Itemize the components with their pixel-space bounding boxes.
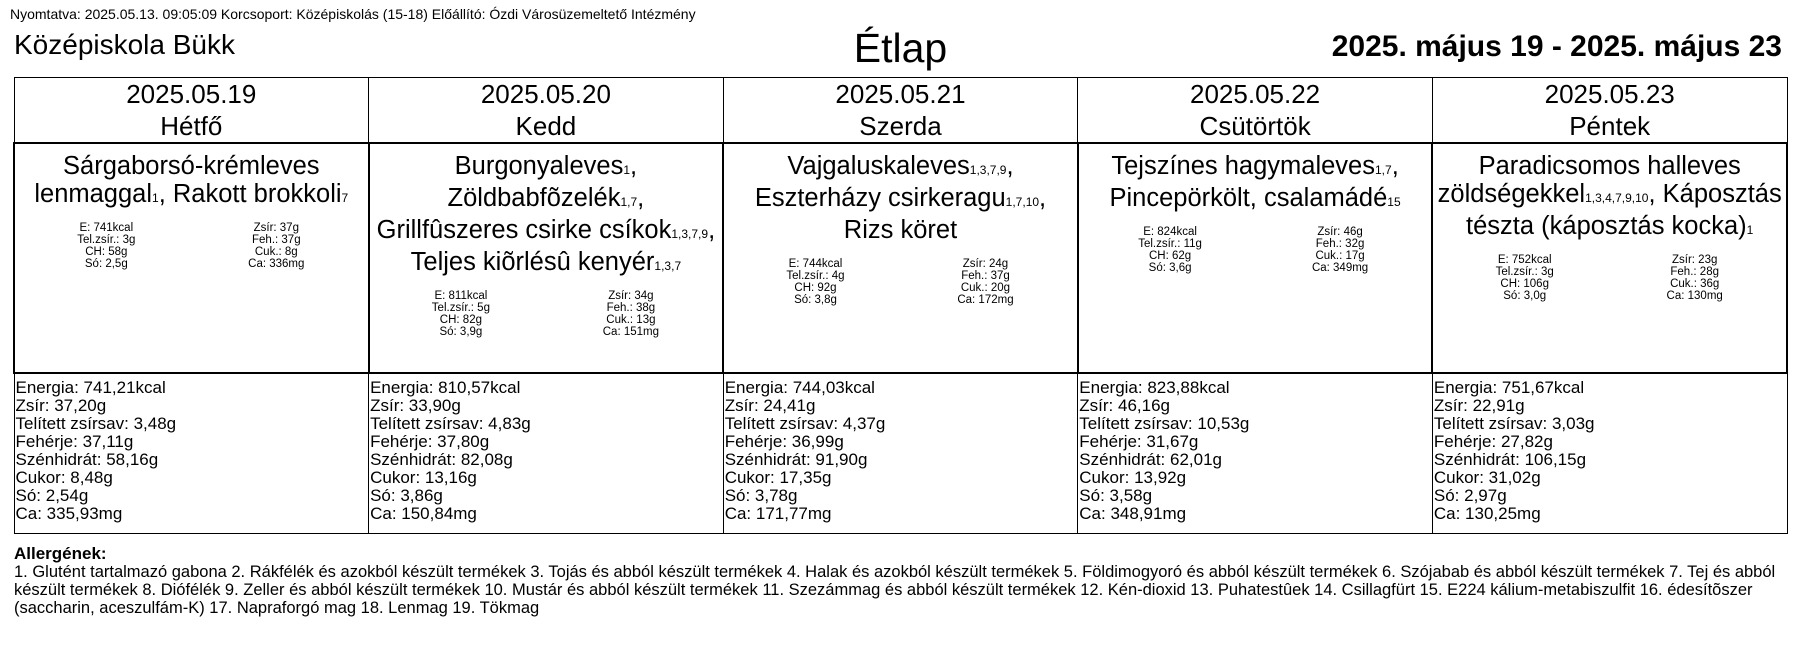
dish-name: Rizs köret: [843, 216, 958, 244]
nutrition-summary-left: [1455, 254, 1595, 302]
summary-cuk: Cuk.: 17g: [1315, 250, 1365, 262]
nutrition-line: Ca: 130,25mg: [1433, 504, 1541, 523]
nutrition-line: Fehérje: 37,11g: [15, 432, 134, 451]
nutrition-line: Zsír: 46,16g: [1079, 396, 1170, 415]
summary-zsir: Zsír: 34g: [608, 290, 654, 302]
nutrition-line: Ca: 348,91mg: [1079, 504, 1187, 523]
day-header: [369, 78, 724, 144]
nutrition-summary-left: [1100, 226, 1240, 274]
nutrition-summary-left: [391, 290, 531, 338]
nutrition-line: Telített zsírsav: 3,03g: [1433, 414, 1595, 433]
dish-allergen-codes: 1,3,7,9: [671, 227, 709, 241]
summary-ch: CH: 106g: [1500, 278, 1549, 290]
dish-separator: ,: [1648, 180, 1663, 208]
allergen-list: 1. Glutént tartalmazó gabona 2. Rákfélék és azokból készült termékek 3. Tojás és abból készült termékek 4. Halak és azokból készült termékek 5. Földimogyoró és abból készült termékek 6. Szójabab és abból készült termékek 7. Tej és abból készült termékek 8. Diófélék 9. Zeller és abból készült termékek 10. Mustár és abból készült termékek 11. Szezámmag és abból készült termékek 12. Kén-dioxid 13. Puhatestûek 14. Csillagfürt 15. E224 kálium-metabiszulfit 16. édesítõszer (saccharin, aceszulfám-K) 17. Napraforgó mag 18. Lenmag 19. Tökmag: [14, 563, 1776, 617]
nutrition-line: Ca: 150,84mg: [370, 504, 477, 523]
nutrition-line: Zsír: 24,41g: [724, 396, 816, 415]
day-weekday: Csütörtök: [1199, 111, 1311, 141]
nutrition-line: Zsír: 22,91g: [1433, 396, 1525, 415]
day-dishes-cell: [723, 143, 1078, 373]
dish-name: Rakott brokkoli: [172, 180, 342, 208]
nutrition-line: Cukor: 31,02g: [1433, 468, 1541, 487]
dish-allergen-codes: 1,7: [1375, 163, 1392, 177]
summary-ch: CH: 82g: [439, 314, 482, 326]
summary-telzsir: Tel.zsír.: 4g: [786, 270, 845, 282]
summary-telzsir: Tel.zsír.: 3g: [77, 234, 136, 246]
nutrition-summary-left: [745, 258, 885, 306]
nutrition-line: Szénhidrát: 62,01g: [1079, 450, 1222, 469]
dish-name: Káposztás tészta (káposztás kocka): [1466, 180, 1782, 240]
dish-separator: ,: [708, 216, 716, 244]
dish-name: Vajgaluskaleves: [787, 152, 970, 180]
summary-ca: Ca: 172mg: [957, 294, 1014, 306]
nutrition-line: Fehérje: 37,80g: [370, 432, 490, 451]
summary-cuk: Cuk.: 20g: [960, 282, 1011, 294]
allergen-heading: Allergének:: [14, 544, 107, 563]
day-weekday: Hétfő: [160, 111, 223, 141]
nutrition-summary: [370, 290, 723, 338]
summary-so: Só: 3,0g: [1503, 290, 1547, 302]
nutrition-row: [14, 373, 1787, 534]
summary-feh: Feh.: 37g: [961, 270, 1010, 282]
dish-allergen-codes: 15: [1387, 195, 1401, 209]
nutrition-line: Szénhidrát: 58,16g: [15, 450, 159, 469]
summary-telzsir: Tel.zsír.: 11g: [1138, 238, 1202, 250]
dish-separator: ,: [158, 180, 173, 208]
nutrition-summary-right: [206, 222, 346, 270]
date-range: 2025. május 19 - 2025. május 23: [1331, 30, 1782, 63]
day-header: [1432, 78, 1787, 144]
summary-ca: Ca: 349mg: [1311, 262, 1369, 274]
dish-separator: ,: [637, 184, 645, 212]
nutrition-summary: [724, 258, 1077, 306]
dish-name: Pincepörkölt, csalamádé: [1109, 184, 1388, 212]
dish-allergen-codes: 1: [623, 163, 631, 177]
nutrition-line: Fehérje: 27,82g: [1433, 432, 1553, 451]
day-weekday: Péntek: [1569, 111, 1651, 141]
nutrition-line: Só: 3,86g: [370, 486, 443, 505]
nutrition-summary-right: [1625, 254, 1765, 302]
summary-feh: Feh.: 32g: [1315, 238, 1365, 250]
summary-zsir: Zsír: 23g: [1671, 254, 1718, 266]
nutrition-line: Cukor: 13,16g: [370, 468, 477, 487]
nutrition-line: Fehérje: 36,99g: [724, 432, 844, 451]
summary-so: Só: 3,6g: [1148, 262, 1192, 274]
dish-allergen-codes: 1,3,7,9: [969, 163, 1007, 177]
dish-separator: ,: [1391, 152, 1399, 180]
dish-allergen-codes: 1,3,7: [654, 259, 682, 273]
day-header: [14, 78, 369, 144]
nutrition-summary-left: [36, 222, 176, 270]
day-dishes-cell: [369, 143, 724, 373]
nutrition-line: Só: 3,58g: [1079, 486, 1153, 505]
nutrition-line: Telített zsírsav: 3,48g: [15, 414, 177, 433]
dish-allergen-codes: 1,3,4,7,9,10: [1585, 191, 1649, 205]
summary-so: Só: 3,9g: [439, 326, 483, 338]
dish-list: [1079, 144, 1432, 216]
summary-ch: CH: 62g: [1148, 250, 1192, 262]
day-nutrition: [723, 373, 1078, 534]
nutrition-line: Energia: 744,03kcal: [724, 378, 875, 397]
dish-separator: ,: [1039, 184, 1047, 212]
nutrition-line: Telített zsírsav: 10,53g: [1079, 414, 1250, 433]
nutrition-line: Energia: 823,88kcal: [1079, 378, 1230, 397]
nutrition-line: Cukor: 13,92g: [1079, 468, 1187, 487]
nutrition-summary-right: [1270, 226, 1410, 274]
dish-separator: ,: [630, 152, 638, 180]
summary-so: Só: 2,5g: [84, 258, 128, 270]
summary-ca: Ca: 130mg: [1666, 290, 1723, 302]
nutrition-line: Energia: 810,57kcal: [370, 378, 521, 397]
summary-telzsir: Tel.zsír.: 3g: [1495, 266, 1554, 278]
summary-feh: Feh.: 37g: [252, 234, 301, 246]
dish-name: Sárgaborsó-krémleves lenmaggal: [34, 152, 320, 208]
nutrition-line: Ca: 171,77mg: [724, 504, 832, 523]
dish-list: [724, 144, 1077, 248]
summary-zsir: Zsír: 37g: [253, 222, 299, 234]
nutrition-line: Szénhidrát: 91,90g: [724, 450, 868, 469]
dish-list: [15, 144, 368, 212]
day-nutrition: [14, 373, 369, 534]
dish-name: Grillfûszeres csirke csíkok: [376, 216, 672, 244]
summary-feh: Feh.: 38g: [606, 302, 656, 314]
print-info: Nyomtatva: 2025.05.13. 09:05:09 Korcsoport: Középiskolás (15-18) Előállító: Ózdi Városüzemeltető Intézmény: [10, 6, 696, 22]
dish-name: Tejszínes hagymaleves: [1111, 152, 1375, 180]
day-header: [1078, 78, 1433, 144]
day-date: 2025.05.22: [1190, 79, 1321, 109]
nutrition-line: Energia: 741,21kcal: [15, 378, 166, 397]
summary-so: Só: 3,8g: [794, 294, 837, 306]
menu-table: [13, 77, 1788, 534]
allergen-legend: [14, 545, 1789, 617]
summary-e: E: 811kcal: [434, 290, 488, 302]
dishes-row: [14, 143, 1787, 373]
nutrition-summary-right: [561, 290, 701, 338]
dish-allergen-codes: 1: [1746, 223, 1754, 237]
nutrition-line: Cukor: 17,35g: [724, 468, 832, 487]
summary-telzsir: Tel.zsír.: 5g: [431, 302, 490, 314]
nutrition-line: Só: 3,78g: [724, 486, 798, 505]
summary-cuk: Cuk.: 13g: [606, 314, 656, 326]
dish-allergen-codes: 1,7: [620, 195, 638, 209]
nutrition-line: Só: 2,54g: [15, 486, 89, 505]
dish-list: [1433, 144, 1786, 244]
nutrition-line: Ca: 335,93mg: [15, 504, 123, 523]
nutrition-line: Telített zsírsav: 4,37g: [724, 414, 886, 433]
summary-feh: Feh.: 28g: [1670, 266, 1719, 278]
dish-separator: ,: [1006, 152, 1014, 180]
day-nutrition: [1432, 373, 1787, 534]
day-nutrition: [1078, 373, 1433, 534]
dish-name: Paradicsomos halleves zöldségekkel: [1437, 152, 1741, 208]
day-weekday: Kedd: [515, 111, 577, 141]
nutrition-line: Cukor: 8,48g: [15, 468, 113, 487]
nutrition-line: Zsír: 37,20g: [15, 396, 107, 415]
dish-list: [370, 144, 723, 280]
dish-allergen-codes: 1,7,10: [1005, 195, 1040, 209]
day-nutrition: [369, 373, 724, 534]
school-name: Középiskola Bükk: [14, 29, 236, 60]
dish-name: Zöldbabfõzelék: [447, 184, 621, 212]
dish-allergen-codes: 7: [341, 191, 349, 205]
summary-e: E: 741kcal: [79, 222, 134, 234]
day-weekday: Szerda: [859, 111, 942, 141]
summary-ca: Ca: 336mg: [248, 258, 305, 270]
day-date: 2025.05.21: [835, 79, 966, 109]
summary-cuk: Cuk.: 36g: [1670, 278, 1720, 290]
day-date: 2025.05.23: [1544, 79, 1675, 109]
day-dishes-cell: [14, 143, 369, 373]
summary-e: E: 824kcal: [1143, 226, 1197, 238]
day-dishes-cell: [1078, 143, 1433, 373]
summary-ch: CH: 92g: [794, 282, 837, 294]
day-header: [723, 78, 1078, 144]
dish-name: Eszterházy csirkeragu: [754, 184, 1006, 212]
dish-name: Burgonyaleves: [454, 152, 624, 180]
nutrition-summary: [15, 222, 368, 270]
page-title: Étlap: [853, 25, 948, 71]
summary-cuk: Cuk.: 8g: [254, 246, 298, 258]
nutrition-line: Zsír: 33,90g: [370, 396, 461, 415]
day-header-row: [14, 78, 1787, 144]
nutrition-summary: [1433, 254, 1786, 302]
day-dishes-cell: [1432, 143, 1787, 373]
nutrition-line: Energia: 751,67kcal: [1433, 378, 1585, 397]
day-date: 2025.05.20: [480, 79, 611, 109]
summary-e: E: 752kcal: [1497, 254, 1552, 266]
day-date: 2025.05.19: [126, 79, 257, 109]
nutrition-line: Telített zsírsav: 4,83g: [370, 414, 531, 433]
nutrition-line: Szénhidrát: 82,08g: [370, 450, 513, 469]
nutrition-line: Só: 2,97g: [1433, 486, 1507, 505]
nutrition-line: Fehérje: 31,67g: [1079, 432, 1199, 451]
dish-name: Teljes kiõrlésû kenyér: [410, 248, 655, 276]
nutrition-line: Szénhidrát: 106,15g: [1433, 450, 1587, 469]
nutrition-summary-right: [915, 258, 1055, 306]
summary-ca: Ca: 151mg: [602, 326, 660, 338]
summary-zsir: Zsír: 46g: [1317, 226, 1363, 238]
nutrition-summary: [1079, 226, 1432, 274]
dish-allergen-codes: 1: [152, 191, 159, 205]
summary-e: E: 744kcal: [788, 258, 843, 270]
summary-zsir: Zsír: 24g: [962, 258, 1009, 270]
summary-ch: CH: 58g: [85, 246, 128, 258]
